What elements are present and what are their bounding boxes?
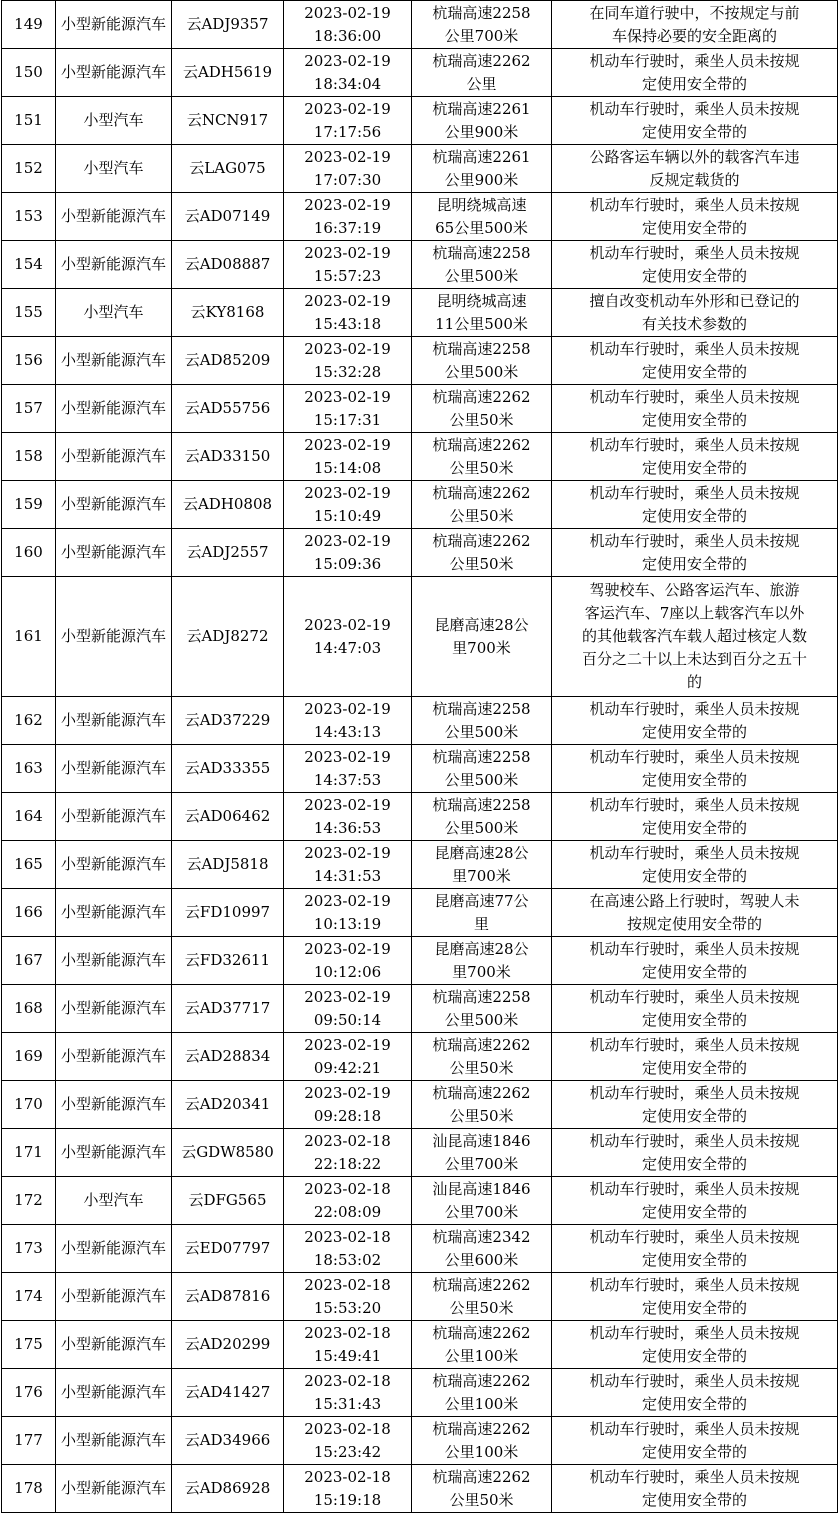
table-row [2,1417,838,1465]
violation-time-cell: 2023-02-19 14:31:53 [284,841,412,889]
plate-number-cell: 云AD20341 [172,1081,284,1129]
violation-time-cell: 2023-02-19 09:28:18 [284,1081,412,1129]
violation-time-cell: 2023-02-19 17:07:30 [284,145,412,193]
violation-location-cell: 杭瑞高速2262 公里 [412,49,552,97]
table-row [2,1369,838,1417]
violation-description-cell: 擅自改变机动车外形和已登记的 有关技术参数的 [552,289,838,337]
vehicle-type-cell: 小型新能源汽车 [56,697,172,745]
violation-location-cell: 昆明绕城高速 11公里500米 [412,289,552,337]
table-row [2,1033,838,1081]
row-number-cell: 163 [2,745,56,793]
plate-number-cell: 云LAG075 [172,145,284,193]
violation-time-cell: 2023-02-19 14:47:03 [284,577,412,697]
row-number-cell: 167 [2,937,56,985]
plate-number-cell: 云FD10997 [172,889,284,937]
table-row [2,1225,838,1273]
table-row [2,1129,838,1177]
violation-description-cell: 机动车行驶时，乘坐人员未按规 定使用安全带的 [552,529,838,577]
plate-number-cell: 云ADJ2557 [172,529,284,577]
table-row [2,937,838,985]
vehicle-type-cell: 小型新能源汽车 [56,937,172,985]
vehicle-type-cell: 小型汽车 [56,145,172,193]
vehicle-type-cell: 小型新能源汽车 [56,1033,172,1081]
table-row [2,241,838,289]
violation-location-cell: 杭瑞高速2262 公里50米 [412,529,552,577]
violation-time-cell: 2023-02-19 14:36:53 [284,793,412,841]
violation-time-cell: 2023-02-18 15:31:43 [284,1369,412,1417]
row-number-cell: 155 [2,289,56,337]
violation-time-cell: 2023-02-18 22:08:09 [284,1177,412,1225]
table-row [2,145,838,193]
row-number-cell: 176 [2,1369,56,1417]
plate-number-cell: 云ADH5619 [172,49,284,97]
violation-description-cell: 机动车行驶时，乘坐人员未按规 定使用安全带的 [552,1273,838,1321]
table-row [2,1465,838,1513]
table-row [2,193,838,241]
violation-time-cell: 2023-02-19 15:32:28 [284,337,412,385]
violation-location-cell: 昆明绕城高速 65公里500米 [412,193,552,241]
violation-description-cell: 机动车行驶时，乘坐人员未按规 定使用安全带的 [552,49,838,97]
violation-description-cell: 机动车行驶时，乘坐人员未按规 定使用安全带的 [552,1321,838,1369]
plate-number-cell: 云KY8168 [172,289,284,337]
vehicle-type-cell: 小型新能源汽车 [56,1225,172,1273]
violation-time-cell: 2023-02-19 15:14:08 [284,433,412,481]
violation-location-cell: 杭瑞高速2262 公里50米 [412,433,552,481]
violation-location-cell: 汕昆高速1846 公里700米 [412,1129,552,1177]
row-number-cell: 161 [2,577,56,697]
violation-location-cell: 杭瑞高速2258 公里500米 [412,241,552,289]
violation-time-cell: 2023-02-18 15:53:20 [284,1273,412,1321]
vehicle-type-cell: 小型新能源汽车 [56,985,172,1033]
plate-number-cell: 云AD33150 [172,433,284,481]
violation-location-cell: 杭瑞高速2258 公里500米 [412,697,552,745]
row-number-cell: 160 [2,529,56,577]
violation-location-cell: 杭瑞高速2262 公里100米 [412,1369,552,1417]
vehicle-type-cell: 小型新能源汽车 [56,745,172,793]
violation-description-cell: 机动车行驶时，乘坐人员未按规 定使用安全带的 [552,97,838,145]
plate-number-cell: 云AD28834 [172,1033,284,1081]
row-number-cell: 149 [2,1,56,49]
violations-table [1,0,838,1513]
violation-time-cell: 2023-02-19 15:57:23 [284,241,412,289]
table-body [2,1,838,1513]
table-row [2,697,838,745]
table-row [2,1,838,49]
violation-location-cell: 杭瑞高速2262 公里50米 [412,481,552,529]
violation-description-cell: 机动车行驶时，乘坐人员未按规 定使用安全带的 [552,337,838,385]
violation-time-cell: 2023-02-19 15:43:18 [284,289,412,337]
row-number-cell: 170 [2,1081,56,1129]
plate-number-cell: 云AD33355 [172,745,284,793]
row-number-cell: 165 [2,841,56,889]
violation-description-cell: 机动车行驶时，乘坐人员未按规 定使用安全带的 [552,1417,838,1465]
violation-location-cell: 昆磨高速28公 里700米 [412,841,552,889]
plate-number-cell: 云AD86928 [172,1465,284,1513]
plate-number-cell: 云NCN917 [172,97,284,145]
violation-description-cell: 机动车行驶时，乘坐人员未按规 定使用安全带的 [552,1033,838,1081]
vehicle-type-cell: 小型汽车 [56,97,172,145]
violation-location-cell: 昆磨高速28公 里700米 [412,577,552,697]
plate-number-cell: 云AD41427 [172,1369,284,1417]
plate-number-cell: 云ED07797 [172,1225,284,1273]
violation-time-cell: 2023-02-18 15:49:41 [284,1321,412,1369]
violation-description-cell: 机动车行驶时，乘坐人员未按规 定使用安全带的 [552,241,838,289]
row-number-cell: 157 [2,385,56,433]
violation-location-cell: 杭瑞高速2262 公里50米 [412,1033,552,1081]
vehicle-type-cell: 小型汽车 [56,1177,172,1225]
violation-location-cell: 杭瑞高速2258 公里500米 [412,985,552,1033]
table-row [2,337,838,385]
row-number-cell: 172 [2,1177,56,1225]
violation-time-cell: 2023-02-19 14:43:13 [284,697,412,745]
row-number-cell: 169 [2,1033,56,1081]
table-row [2,1081,838,1129]
vehicle-type-cell: 小型新能源汽车 [56,193,172,241]
violation-location-cell: 杭瑞高速2262 公里50米 [412,1081,552,1129]
row-number-cell: 153 [2,193,56,241]
table-row [2,985,838,1033]
plate-number-cell: 云AD85209 [172,337,284,385]
vehicle-type-cell: 小型新能源汽车 [56,337,172,385]
plate-number-cell: 云FD32611 [172,937,284,985]
row-number-cell: 175 [2,1321,56,1369]
plate-number-cell: 云AD55756 [172,385,284,433]
violation-location-cell: 昆磨高速77公 里 [412,889,552,937]
row-number-cell: 178 [2,1465,56,1513]
violation-time-cell: 2023-02-18 15:19:18 [284,1465,412,1513]
violation-location-cell: 汕昆高速1846 公里700米 [412,1177,552,1225]
violation-description-cell: 机动车行驶时，乘坐人员未按规 定使用安全带的 [552,697,838,745]
violation-description-cell: 机动车行驶时，乘坐人员未按规 定使用安全带的 [552,793,838,841]
vehicle-type-cell: 小型新能源汽车 [56,889,172,937]
row-number-cell: 151 [2,97,56,145]
violation-location-cell: 昆磨高速28公 里700米 [412,937,552,985]
vehicle-type-cell: 小型新能源汽车 [56,1,172,49]
violation-time-cell: 2023-02-19 15:09:36 [284,529,412,577]
violation-description-cell: 机动车行驶时，乘坐人员未按规 定使用安全带的 [552,1081,838,1129]
vehicle-type-cell: 小型新能源汽车 [56,1273,172,1321]
vehicle-type-cell: 小型新能源汽车 [56,1129,172,1177]
violation-location-cell: 杭瑞高速2261 公里900米 [412,97,552,145]
violation-location-cell: 杭瑞高速2258 公里500米 [412,337,552,385]
row-number-cell: 159 [2,481,56,529]
plate-number-cell: 云AD87816 [172,1273,284,1321]
violation-time-cell: 2023-02-18 22:18:22 [284,1129,412,1177]
plate-number-cell: 云ADJ8272 [172,577,284,697]
row-number-cell: 150 [2,49,56,97]
plate-number-cell: 云ADJ5818 [172,841,284,889]
violation-time-cell: 2023-02-19 18:36:00 [284,1,412,49]
vehicle-type-cell: 小型新能源汽车 [56,385,172,433]
violation-location-cell: 杭瑞高速2262 公里50米 [412,385,552,433]
table-row [2,1273,838,1321]
violation-description-cell: 驾驶校车、公路客运汽车、旅游 客运汽车、7座以上载客汽车以外 的其他载客汽车载人超过核定人数 百分之二十以上未达到百分之五十 的 [552,577,838,697]
violation-location-cell: 杭瑞高速2342 公里600米 [412,1225,552,1273]
row-number-cell: 177 [2,1417,56,1465]
plate-number-cell: 云DFG565 [172,1177,284,1225]
vehicle-type-cell: 小型新能源汽车 [56,577,172,697]
row-number-cell: 173 [2,1225,56,1273]
table-row [2,433,838,481]
vehicle-type-cell: 小型新能源汽车 [56,1369,172,1417]
violation-time-cell: 2023-02-19 15:17:31 [284,385,412,433]
table-row [2,97,838,145]
violation-location-cell: 杭瑞高速2262 公里100米 [412,1417,552,1465]
row-number-cell: 162 [2,697,56,745]
row-number-cell: 156 [2,337,56,385]
table-row [2,289,838,337]
violation-description-cell: 机动车行驶时，乘坐人员未按规 定使用安全带的 [552,1369,838,1417]
row-number-cell: 168 [2,985,56,1033]
plate-number-cell: 云AD08887 [172,241,284,289]
vehicle-type-cell: 小型新能源汽车 [56,1321,172,1369]
table-row [2,577,838,697]
plate-number-cell: 云AD07149 [172,193,284,241]
violation-description-cell: 机动车行驶时，乘坐人员未按规 定使用安全带的 [552,841,838,889]
table-row [2,49,838,97]
plate-number-cell: 云AD34966 [172,1417,284,1465]
vehicle-type-cell: 小型新能源汽车 [56,841,172,889]
plate-number-cell: 云AD37229 [172,697,284,745]
violation-time-cell: 2023-02-19 17:17:56 [284,97,412,145]
table-row [2,385,838,433]
violation-location-cell: 杭瑞高速2262 公里50米 [412,1465,552,1513]
vehicle-type-cell: 小型新能源汽车 [56,1417,172,1465]
table-row [2,841,838,889]
vehicle-type-cell: 小型汽车 [56,289,172,337]
table-row [2,889,838,937]
vehicle-type-cell: 小型新能源汽车 [56,1465,172,1513]
vehicle-type-cell: 小型新能源汽车 [56,241,172,289]
violation-description-cell: 机动车行驶时，乘坐人员未按规 定使用安全带的 [552,1129,838,1177]
violation-description-cell: 在同车道行驶中，不按规定与前 车保持必要的安全距离的 [552,1,838,49]
violation-description-cell: 机动车行驶时，乘坐人员未按规 定使用安全带的 [552,1225,838,1273]
violation-location-cell: 杭瑞高速2261 公里900米 [412,145,552,193]
vehicle-type-cell: 小型新能源汽车 [56,793,172,841]
plate-number-cell: 云AD06462 [172,793,284,841]
table-row [2,1321,838,1369]
violation-description-cell: 机动车行驶时，乘坐人员未按规 定使用安全带的 [552,937,838,985]
plate-number-cell: 云ADJ9357 [172,1,284,49]
table-row [2,1177,838,1225]
plate-number-cell: 云GDW8580 [172,1129,284,1177]
row-number-cell: 174 [2,1273,56,1321]
vehicle-type-cell: 小型新能源汽车 [56,49,172,97]
violation-time-cell: 2023-02-19 10:12:06 [284,937,412,985]
violation-time-cell: 2023-02-19 14:37:53 [284,745,412,793]
violation-description-cell: 机动车行驶时，乘坐人员未按规 定使用安全带的 [552,1465,838,1513]
table-row [2,481,838,529]
violation-time-cell: 2023-02-19 09:42:21 [284,1033,412,1081]
violation-description-cell: 在高速公路上行驶时，驾驶人未 按规定使用安全带的 [552,889,838,937]
row-number-cell: 166 [2,889,56,937]
violation-location-cell: 杭瑞高速2262 公里100米 [412,1321,552,1369]
row-number-cell: 164 [2,793,56,841]
violation-description-cell: 机动车行驶时，乘坐人员未按规 定使用安全带的 [552,985,838,1033]
violation-time-cell: 2023-02-18 18:53:02 [284,1225,412,1273]
violation-time-cell: 2023-02-19 09:50:14 [284,985,412,1033]
vehicle-type-cell: 小型新能源汽车 [56,481,172,529]
violation-time-cell: 2023-02-19 10:13:19 [284,889,412,937]
row-number-cell: 152 [2,145,56,193]
violation-time-cell: 2023-02-18 15:23:42 [284,1417,412,1465]
violation-location-cell: 杭瑞高速2262 公里50米 [412,1273,552,1321]
plate-number-cell: 云AD37717 [172,985,284,1033]
violation-time-cell: 2023-02-19 15:10:49 [284,481,412,529]
violation-description-cell: 公路客运车辆以外的载客汽车违 反规定载货的 [552,145,838,193]
vehicle-type-cell: 小型新能源汽车 [56,529,172,577]
violation-time-cell: 2023-02-19 18:34:04 [284,49,412,97]
vehicle-type-cell: 小型新能源汽车 [56,433,172,481]
table-row [2,745,838,793]
violation-time-cell: 2023-02-19 16:37:19 [284,193,412,241]
violation-description-cell: 机动车行驶时，乘坐人员未按规 定使用安全带的 [552,1177,838,1225]
violation-description-cell: 机动车行驶时，乘坐人员未按规 定使用安全带的 [552,481,838,529]
violation-description-cell: 机动车行驶时，乘坐人员未按规 定使用安全带的 [552,385,838,433]
violation-location-cell: 杭瑞高速2258 公里500米 [412,793,552,841]
row-number-cell: 154 [2,241,56,289]
table-row [2,529,838,577]
plate-number-cell: 云ADH0808 [172,481,284,529]
violation-description-cell: 机动车行驶时，乘坐人员未按规 定使用安全带的 [552,745,838,793]
table-row [2,793,838,841]
violation-description-cell: 机动车行驶时，乘坐人员未按规 定使用安全带的 [552,193,838,241]
violation-location-cell: 杭瑞高速2258 公里500米 [412,745,552,793]
plate-number-cell: 云AD20299 [172,1321,284,1369]
violation-location-cell: 杭瑞高速2258 公里700米 [412,1,552,49]
vehicle-type-cell: 小型新能源汽车 [56,1081,172,1129]
violation-description-cell: 机动车行驶时，乘坐人员未按规 定使用安全带的 [552,433,838,481]
row-number-cell: 171 [2,1129,56,1177]
row-number-cell: 158 [2,433,56,481]
